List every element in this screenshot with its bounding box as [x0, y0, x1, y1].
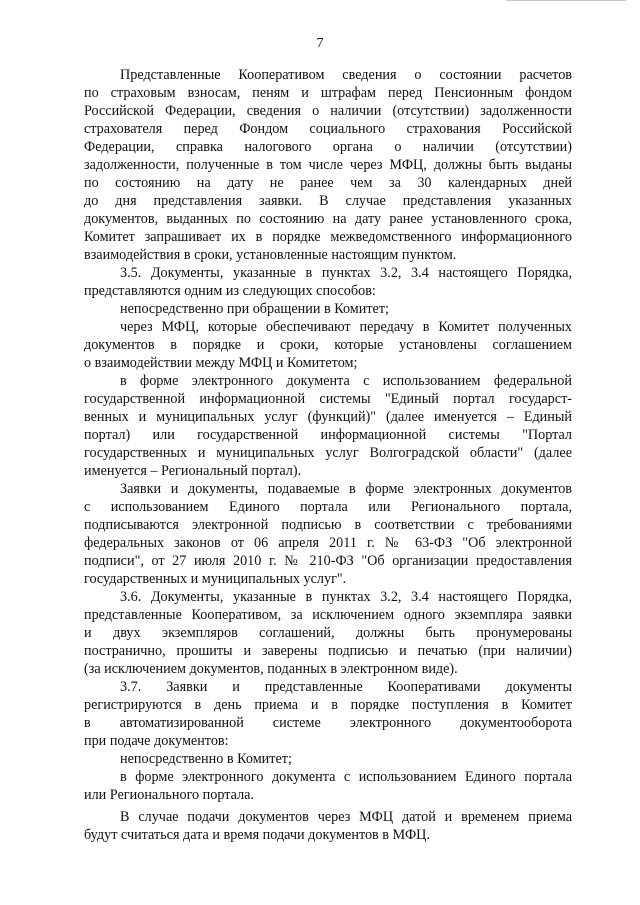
text-line: государственной информационной системы "Единый портал государст-	[84, 391, 572, 407]
text-line: государственных и муниципальных услуг Волгоградской области" (далее	[84, 445, 572, 461]
text-line: непосредственно при обращении в Комитет;	[120, 301, 389, 317]
text-line: Федерации, справка налогового органа о наличии (отсутствии)	[84, 139, 572, 155]
text-line: государственных и муниципальных услуг".	[84, 571, 347, 587]
text-line: документов, выданных по состоянию на дату ранее установленного срока,	[84, 211, 572, 227]
text-line: взаимодействия в сроки, установленные настоящим пунктом.	[84, 247, 457, 263]
text-line: при подаче документов:	[84, 733, 229, 749]
text-line: и двух экземпляров соглашений, должны быть пронумерованы	[84, 625, 572, 641]
page-number: 7	[316, 36, 324, 51]
text-line: в автоматизированной системе электронного документооборота	[84, 715, 572, 731]
text-line: В случае подачи документов через МФЦ датой и временем приема	[120, 809, 572, 825]
text-line: или Регионального портала.	[84, 787, 254, 803]
text-line: будут считаться дата и время подачи документов в МФЦ.	[84, 827, 430, 843]
text-line: регистрируются в день приема и в порядке поступления в Комитет	[84, 697, 572, 713]
text-line: подписываются электронной подписью в соответствии с требованиями	[84, 517, 572, 533]
text-line: 3.5. Документы, указанные в пунктах 3.2, 3.4 настоящего Порядка,	[120, 265, 572, 281]
text-line: по страховым взносам, пеням и штрафам перед Пенсионным фондом	[84, 85, 572, 101]
text-line: в форме электронного документа с использованием федеральной	[120, 373, 572, 389]
text-line: Представленные Кооперативом сведения о состоянии расчетов	[120, 67, 572, 83]
text-line: с использованием Единого портала или Регионального портала,	[84, 499, 572, 515]
text-line: в форме электронного документа с использованием Единого портала	[120, 769, 572, 785]
text-line: задолженности, полученные в том числе через МФЦ, должны быть выданы	[84, 157, 572, 173]
text-line: 3.6. Документы, указанные в пунктах 3.2, 3.4 настоящего Порядка,	[120, 589, 572, 605]
text-line: федеральных законов от 06 апреля 2011 г. № 63-ФЗ "Об электронной	[84, 535, 572, 551]
text-line: подписи", от 27 июля 2010 г. № 210-ФЗ "Об организации предоставления	[84, 553, 572, 569]
text-line: Комитет запрашивает их в порядке межведомственного информационного	[84, 229, 572, 245]
text-line: до дня представления заявки. В случае представления указанных	[84, 193, 572, 209]
text-line: представляются одним из следующих способов:	[84, 283, 376, 299]
text-line: о взаимодействии между МФЦ и Комитетом;	[84, 355, 358, 371]
text-line: 3.7. Заявки и представленные Кооперативами документы	[120, 679, 572, 695]
text-line: через МФЦ, которые обеспечивают передачу в Комитет полученных	[120, 319, 572, 335]
text-line: портал) или государственной информационной системы "Портал	[84, 427, 572, 443]
text-line: непосредственно в Комитет;	[120, 751, 292, 767]
text-line: Заявки и документы, подаваемые в форме электронных документов	[120, 481, 572, 497]
text-line: по состоянию на дату не ранее чем за 30 календарных дней	[84, 175, 572, 191]
text-line: Российской Федерации, сведения о наличии (отсутствии) задолженности	[84, 103, 572, 119]
text-line: представленные Кооперативом, за исключением одного экземпляра заявки	[84, 607, 572, 623]
text-line: (за исключением документов, поданных в электронном виде).	[84, 661, 458, 677]
text-line: именуется – Региональный портал).	[84, 463, 302, 479]
top-edge-rule	[506, 0, 626, 1]
text-line: постранично, прошиты и заверены подписью и печатью (при наличии)	[84, 643, 572, 659]
text-line: венных и муниципальных услуг (функций)" (далее именуется – Единый	[84, 409, 572, 425]
text-line: страхователя перед Фондом социального страхования Российской	[84, 121, 572, 137]
text-line: документов в порядке и сроки, которые установлены соглашением	[84, 337, 572, 353]
